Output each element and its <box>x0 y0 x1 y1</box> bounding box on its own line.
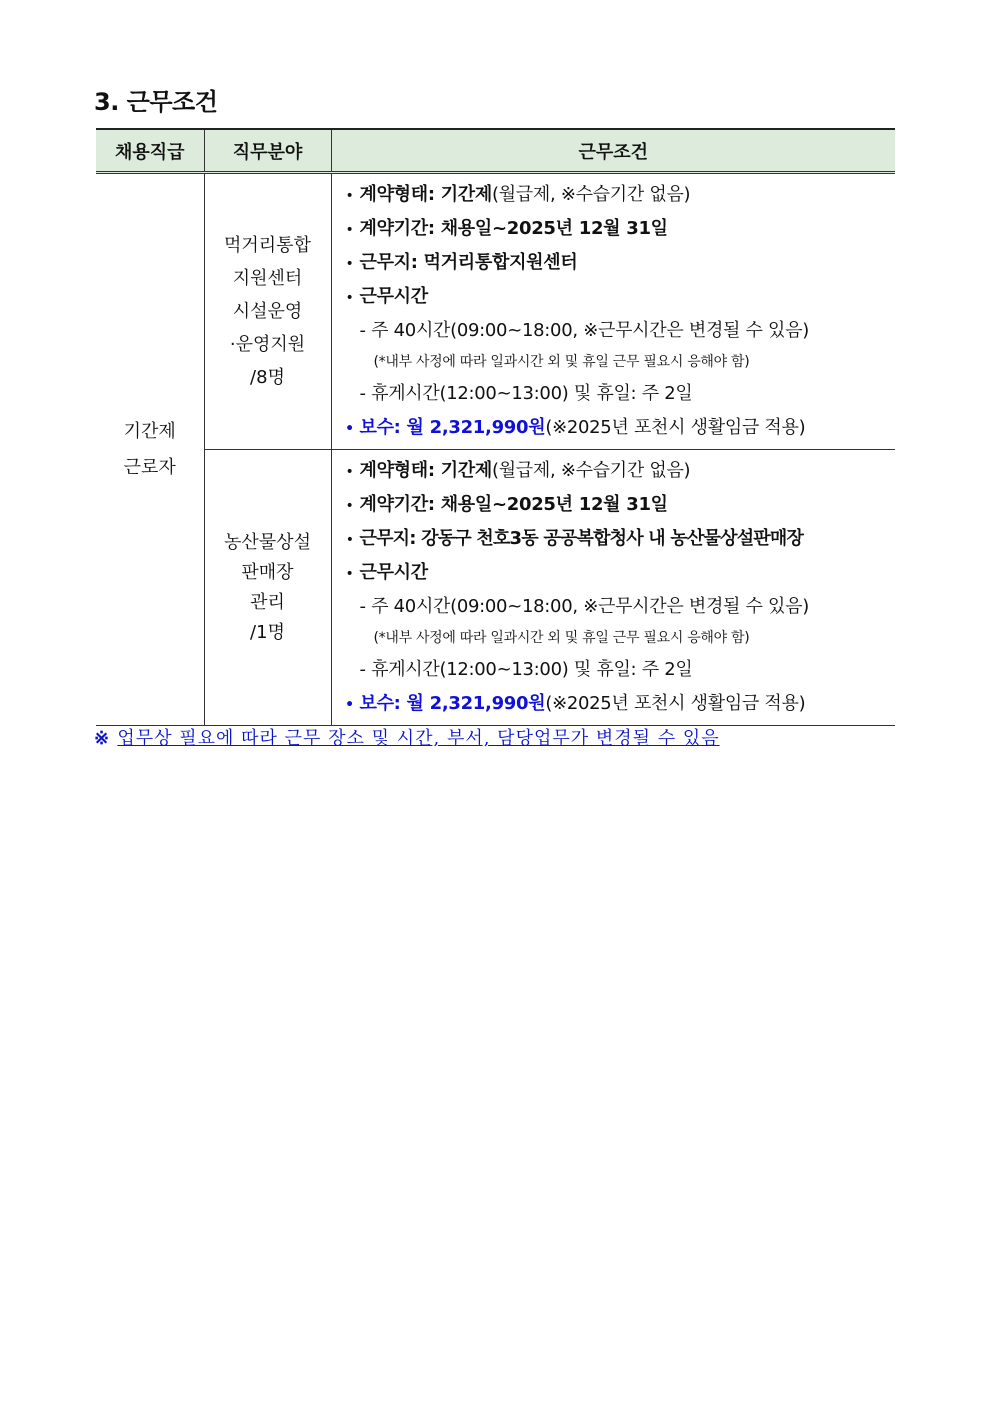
conditions-cell <box>331 450 895 726</box>
footnote-text: 업무상 필요에 따라 근무 장소 및 시간, 부서, 담당업무가 변경될 수 있음 <box>117 728 720 749</box>
conditions-list <box>340 178 896 445</box>
pay-label: 보수: 월 2,321,990원 <box>359 417 546 438</box>
pay-label: 보수: 월 2,321,990원 <box>359 693 546 714</box>
contract-type-value: (월급제, ※수습기간 없음) <box>491 460 691 481</box>
workplace: 근무지: 먹거리통합지원센터 <box>359 252 578 273</box>
bullet-icon: • <box>345 290 354 306</box>
list-item <box>340 556 896 590</box>
list-item <box>340 653 896 687</box>
dash-icon: - <box>359 659 372 680</box>
hours-label: 근무시간 <box>359 286 428 307</box>
bullet-icon: • <box>345 697 354 713</box>
list-item <box>340 590 896 624</box>
bullet-icon: • <box>345 464 354 480</box>
table-row <box>96 450 895 726</box>
hours-detail: 주 40시간(09:00~18:00, ※근무시간은 변경될 수 있음) <box>371 596 809 617</box>
reference-mark-icon: ※ <box>94 728 111 749</box>
grade-line: 근로자 <box>123 456 176 478</box>
list-item <box>340 522 896 556</box>
break-detail: 휴게시간(12:00~13:00) 및 휴일: 주 2일 <box>371 659 693 680</box>
dash-icon: - <box>359 320 372 341</box>
bullet-icon: • <box>345 532 354 548</box>
contract-period: 계약기간: 채용일~2025년 12월 31일 <box>359 218 668 239</box>
dash-icon: - <box>359 383 372 404</box>
list-item <box>340 246 896 280</box>
grade-line: 기간제 <box>123 420 176 442</box>
list-item <box>340 411 896 445</box>
contract-type-label: 계약형태: 기간제 <box>359 184 492 205</box>
hours-detail: 주 40시간(09:00~18:00, ※근무시간은 변경될 수 있음) <box>371 320 809 341</box>
field-line: ·운영지원 <box>229 334 306 355</box>
field-line: /8명 <box>250 367 285 388</box>
break-detail: 휴게시간(12:00~13:00) 및 휴일: 주 2일 <box>371 383 693 404</box>
field-line: 농산물상설 <box>224 531 311 553</box>
field-line: 지원센터 <box>232 268 303 289</box>
list-item <box>340 178 896 212</box>
field-cell <box>204 450 331 726</box>
footnote <box>94 724 720 750</box>
contract-type-value: (월급제, ※수습기간 없음) <box>491 184 691 205</box>
grade-cell <box>96 173 204 726</box>
work-conditions-table <box>96 128 895 726</box>
contract-period: 계약기간: 채용일~2025년 12월 31일 <box>359 494 668 515</box>
list-item <box>340 624 896 653</box>
field-line: 시설운영 <box>232 301 303 322</box>
list-item <box>340 687 896 721</box>
field-line: 관리 <box>250 591 285 613</box>
field-line: 먹거리통합 <box>224 235 311 256</box>
header-row <box>96 129 895 173</box>
header-conditions: 근무조건 <box>331 129 895 173</box>
conditions-cell <box>331 173 895 450</box>
field-line: /1명 <box>250 621 285 643</box>
list-item <box>340 488 896 522</box>
bullet-icon: • <box>345 498 354 514</box>
contract-type-label: 계약형태: 기간제 <box>359 460 492 481</box>
table-row <box>96 173 895 450</box>
header-field: 직무분야 <box>204 129 331 173</box>
field-line: 판매장 <box>241 561 294 583</box>
pay-note: (※2025년 포천시 생활임금 적용) <box>545 693 806 714</box>
list-item <box>340 314 896 348</box>
hours-note: (*내부 사정에 따라 일과시간 외 및 휴일 근무 필요시 응해야 함) <box>373 630 750 646</box>
conditions-list <box>340 454 896 721</box>
pay-note: (※2025년 포천시 생활임금 적용) <box>545 417 806 438</box>
workplace: 근무지: 강동구 천호3동 공공복합청사 내 농산물상설판매장 <box>359 528 804 549</box>
bullet-icon: • <box>345 421 354 437</box>
list-item <box>340 348 896 377</box>
bullet-icon: • <box>345 188 354 204</box>
list-item <box>340 212 896 246</box>
hours-label: 근무시간 <box>359 562 428 583</box>
list-item <box>340 454 896 488</box>
bullet-icon: • <box>345 566 354 582</box>
bullet-icon: • <box>345 256 354 272</box>
list-item <box>340 280 896 314</box>
dash-icon: - <box>359 596 372 617</box>
list-item <box>340 377 896 411</box>
bullet-icon: • <box>345 222 354 238</box>
field-cell <box>204 173 331 450</box>
hours-note: (*내부 사정에 따라 일과시간 외 및 휴일 근무 필요시 응해야 함) <box>373 354 750 370</box>
header-grade: 채용직급 <box>96 129 204 173</box>
section-title: 3. 근무조건 <box>94 88 218 116</box>
